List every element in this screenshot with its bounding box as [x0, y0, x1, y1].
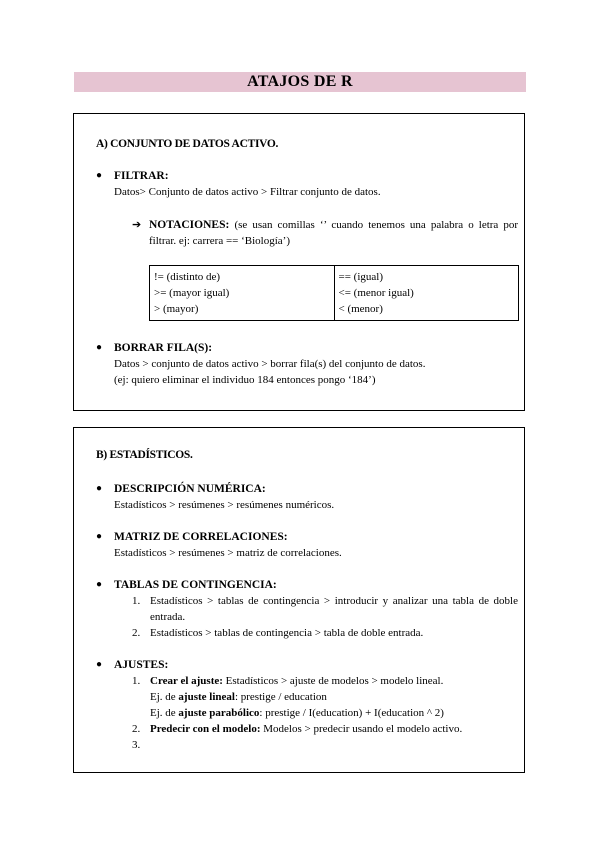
predecir-text: Modelos > predecir usando el modelo activo.	[260, 723, 463, 735]
list-number: 1.	[132, 595, 141, 607]
ej-ajuste-parabolico	[150, 705, 518, 721]
arrow-right-icon: ➔	[132, 219, 142, 231]
bullet-icon: ●	[96, 170, 103, 181]
ej-prefix: Ej. de	[150, 691, 179, 703]
tablas-list	[114, 593, 518, 641]
bullet-icon: ●	[96, 342, 103, 353]
list-item	[114, 721, 518, 737]
bullet-icon: ●	[96, 659, 103, 670]
matriz-heading: MATRIZ DE CORRELACIONES:	[114, 531, 288, 543]
section-a-box	[73, 113, 525, 411]
crear-ajuste-text: Estadísticos > ajuste de modelos > modelo lineal.	[222, 675, 444, 687]
list-number: 2.	[132, 723, 141, 735]
ej-bold: ajuste lineal	[178, 691, 235, 703]
tablas-heading: TABLAS DE CONTINGENCIA:	[114, 579, 277, 591]
borrar-heading: BORRAR FILA(S):	[114, 342, 213, 354]
op-equal: == (igual)	[338, 271, 383, 283]
list-item	[114, 737, 518, 753]
page-title: ATAJOS DE R	[74, 72, 526, 92]
operators-table	[149, 265, 519, 321]
list-item	[114, 673, 518, 721]
borrar-example: (ej: quiero eliminar el individuo 184 entonces pongo ‘184’)	[114, 374, 376, 386]
list-number: 2.	[132, 627, 141, 639]
bullet-icon: ●	[96, 483, 103, 494]
ej-prefix: Ej. de	[150, 707, 179, 719]
ej-ajuste-lineal	[150, 689, 518, 705]
section-a-title: A) CONJUNTO DE DATOS ACTIVO.	[96, 138, 279, 150]
crear-ajuste-label: Crear el ajuste:	[150, 675, 223, 687]
matriz-path: Estadísticos > resúmenes > matriz de correlaciones.	[114, 547, 342, 559]
notaciones-label: NOTACIONES:	[149, 219, 230, 231]
notaciones-text: (se usan comillas ‘’ cuando tenemos una palabra o letra por filtrar. ej: carrera == ‘Biología’)	[149, 219, 518, 247]
borrar-path: Datos > conjunto de datos activo > borrar fila(s) del conjunto de datos.	[114, 358, 426, 370]
borrar-item	[96, 340, 518, 388]
ej-text: : prestige / education	[234, 691, 327, 703]
predecir-label: Predecir con el modelo:	[150, 723, 261, 735]
section-b-title: B) ESTADÍSTICOS.	[96, 449, 193, 461]
op-greater: > (mayor)	[154, 303, 199, 315]
operators-left-cell	[150, 266, 335, 321]
descripcion-heading: DESCRIPCIÓN NUMÉRICA:	[114, 483, 266, 495]
ej-text: : prestige / I(education) + I(education ^ 2)	[259, 707, 444, 719]
list-number: 3.	[132, 739, 141, 751]
list-item	[114, 625, 518, 641]
bullet-icon: ●	[96, 579, 103, 590]
filtrar-heading: FILTRAR:	[114, 170, 169, 182]
ajustes-heading: AJUSTES:	[114, 659, 169, 671]
ajustes-list	[114, 673, 518, 753]
op-greater-equal: >= (mayor igual)	[154, 287, 230, 299]
filtrar-item	[96, 168, 518, 200]
op-not-equal: != (distinto de)	[154, 271, 221, 283]
list-item	[114, 593, 518, 625]
ajustes-item	[96, 657, 518, 753]
ej-bold: ajuste parabólico	[178, 707, 260, 719]
notaciones-note	[132, 217, 518, 249]
list-number: 1.	[132, 675, 141, 687]
op-less-equal: <= (menor igual)	[338, 287, 414, 299]
list-text: Estadísticos > tablas de contingencia > tabla de doble entrada.	[150, 627, 424, 639]
matriz-item	[96, 529, 518, 561]
list-text: Estadísticos > tablas de contingencia > introducir y analizar una tabla de doble entrada.	[150, 595, 518, 623]
filtrar-path: Datos> Conjunto de datos activo > Filtrar conjunto de datos.	[114, 186, 381, 198]
section-b-box	[73, 427, 525, 773]
bullet-icon: ●	[96, 531, 103, 542]
descripcion-item	[96, 481, 518, 513]
op-less: < (menor)	[338, 303, 383, 315]
tablas-item	[96, 577, 518, 641]
operators-right-cell	[334, 266, 519, 321]
descripcion-path: Estadísticos > resúmenes > resúmenes numéricos.	[114, 499, 335, 511]
